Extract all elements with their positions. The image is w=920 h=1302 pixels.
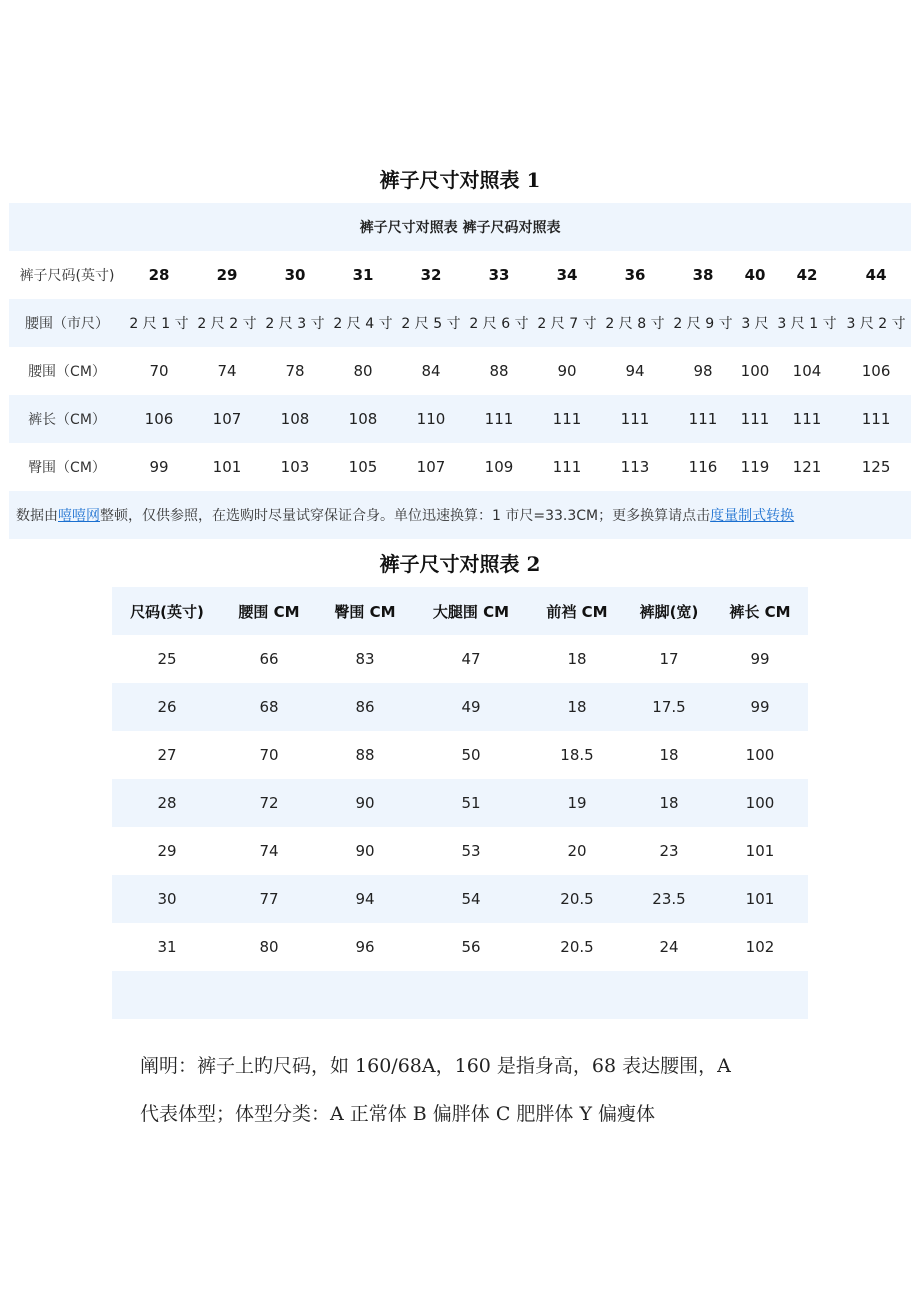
table-cell: 2 尺 3 寸 xyxy=(261,299,329,347)
table-cell: 24 xyxy=(659,938,679,956)
table-cell: 111 xyxy=(669,395,737,443)
table-cell: 2 尺 2 寸 xyxy=(193,299,261,347)
table-cell: 20.5 xyxy=(528,875,626,923)
table-cell: 105 xyxy=(348,458,378,476)
table-cell: 2 尺 7 寸 xyxy=(533,299,601,347)
size-cell: 28 xyxy=(148,266,170,284)
table-cell: 70 xyxy=(259,746,279,764)
table-cell: 2 尺 6 寸 xyxy=(465,299,533,347)
size-cell: 32 xyxy=(420,266,442,284)
table-row xyxy=(112,827,808,875)
table-cell: 106 xyxy=(861,362,891,380)
table-cell: 49 xyxy=(414,683,528,731)
table-cell: 78 xyxy=(285,362,305,380)
table-cell: 111 xyxy=(465,395,533,443)
table-cell: 110 xyxy=(397,395,465,443)
column-header: 前裆 CM xyxy=(528,587,626,635)
table-cell: 98 xyxy=(693,362,713,380)
table-cell: 107 xyxy=(193,395,261,443)
table1-title: 裤子尺寸对照表 1 xyxy=(379,168,541,192)
size-cell: 36 xyxy=(624,266,646,284)
unit-conversion-link[interactable]: 度量制式转换 xyxy=(710,508,795,524)
column-header: 大腿围 CM xyxy=(414,587,528,635)
table-cell: 96 xyxy=(355,938,375,956)
table-cell: 106 xyxy=(125,395,193,443)
explanation-line-1: 阐明：裤子上旳尺码，如 160/68A，160 是指身高，68 表达腰围，A xyxy=(140,1055,731,1077)
table-cell: 99 xyxy=(750,650,770,668)
table1-note xyxy=(9,491,911,539)
table-cell: 18 xyxy=(626,779,712,827)
column-header: 裤长 CM xyxy=(712,587,808,635)
table-cell: 111 xyxy=(552,458,582,476)
size-cell: 34 xyxy=(556,266,578,284)
table-cell: 3 尺 xyxy=(737,299,773,347)
table-cell: 90 xyxy=(316,779,414,827)
table-cell: 94 xyxy=(316,875,414,923)
table-cell: 125 xyxy=(861,458,891,476)
table-cell: 18 xyxy=(528,683,626,731)
size-cell: 33 xyxy=(488,266,510,284)
pants-size-table-1 xyxy=(9,203,911,539)
table-cell: 100 xyxy=(745,746,775,764)
table-cell: 2 尺 9 寸 xyxy=(669,299,737,347)
size-label: 裤子尺码(英寸) xyxy=(19,268,115,284)
size-cell: 31 xyxy=(352,266,374,284)
table-cell: 29 xyxy=(157,842,177,860)
table-row xyxy=(112,683,808,731)
table-cell: 99 xyxy=(712,683,808,731)
table-cell: 18 xyxy=(659,746,679,764)
table-cell: 53 xyxy=(461,842,481,860)
table-cell: 103 xyxy=(280,458,310,476)
table-cell: 20 xyxy=(567,842,587,860)
table-cell: 51 xyxy=(414,779,528,827)
table-cell: 31 xyxy=(157,938,177,956)
size-cell: 40 xyxy=(744,266,766,284)
table-cell: 88 xyxy=(355,746,375,764)
size-cell: 42 xyxy=(796,266,818,284)
size-cell: 44 xyxy=(865,266,887,284)
table-cell: 3 尺 1 寸 xyxy=(773,299,841,347)
table-cell: 2 尺 5 寸 xyxy=(397,299,465,347)
table-cell: 26 xyxy=(112,683,222,731)
table-cell: 107 xyxy=(416,458,446,476)
table-cell: 90 xyxy=(557,362,577,380)
table-cell: 108 xyxy=(329,395,397,443)
table-row xyxy=(112,731,808,779)
table-row xyxy=(112,635,808,683)
table-cell: 66 xyxy=(259,650,279,668)
size-row xyxy=(9,251,911,299)
table-cell: 113 xyxy=(620,458,650,476)
column-header: 尺码(英寸) xyxy=(112,587,222,635)
table-cell: 101 xyxy=(212,458,242,476)
empty-row xyxy=(112,971,808,1019)
table-cell: 23 xyxy=(659,842,679,860)
table-cell: 2 尺 8 寸 xyxy=(601,299,669,347)
table-cell: 111 xyxy=(601,395,669,443)
table-cell: 56 xyxy=(461,938,481,956)
note-text: 整顿，仅供参照，在选购时尽量试穿保证合身。单位迅速换算：1 市尺=33.3CM；更多换算请点击 xyxy=(100,508,711,524)
table-cell: 72 xyxy=(222,779,316,827)
table-cell: 119 xyxy=(740,458,770,476)
row-label: 腰围（CM） xyxy=(28,364,106,380)
table-cell: 54 xyxy=(414,875,528,923)
size-cell: 29 xyxy=(216,266,238,284)
column-header: 臀围 CM xyxy=(316,587,414,635)
table-row xyxy=(9,347,911,395)
table-cell: 18 xyxy=(567,650,587,668)
table-cell: 108 xyxy=(261,395,329,443)
table-cell: 100 xyxy=(740,362,770,380)
table-cell: 83 xyxy=(355,650,375,668)
empty-cell xyxy=(112,971,808,1019)
table-cell: 104 xyxy=(792,362,822,380)
table-row xyxy=(112,923,808,971)
table-cell: 74 xyxy=(259,842,279,860)
table-cell: 17.5 xyxy=(626,683,712,731)
table-cell: 77 xyxy=(222,875,316,923)
table-cell: 116 xyxy=(688,458,718,476)
size-cell: 38 xyxy=(692,266,714,284)
table-cell: 20.5 xyxy=(560,938,594,956)
table-cell: 50 xyxy=(461,746,481,764)
table-cell: 100 xyxy=(712,779,808,827)
table2-title: 裤子尺寸对照表 2 xyxy=(379,552,541,576)
table-header-row xyxy=(112,587,808,635)
table-cell: 47 xyxy=(461,650,481,668)
table-cell: 18.5 xyxy=(560,746,594,764)
table-cell: 84 xyxy=(421,362,441,380)
table-cell: 90 xyxy=(355,842,375,860)
table-cell: 111 xyxy=(533,395,601,443)
table-cell: 80 xyxy=(259,938,279,956)
table-cell: 3 尺 2 寸 xyxy=(841,299,911,347)
table-cell: 101 xyxy=(712,875,808,923)
explanation-line-2: 代表体型；体型分类：A 正常体 B 偏胖体 C 肥胖体 Y 偏瘦体 xyxy=(140,1103,656,1125)
table-cell: 2 尺 4 寸 xyxy=(329,299,397,347)
table-cell: 109 xyxy=(484,458,514,476)
table1-caption: 裤子尺寸对照表 裤子尺码对照表 xyxy=(9,203,911,251)
row-label: 臀围（CM） xyxy=(28,460,106,476)
table-cell: 88 xyxy=(489,362,509,380)
table-cell: 111 xyxy=(773,395,841,443)
table-row xyxy=(9,443,911,491)
column-header: 裤脚(宽) xyxy=(626,587,712,635)
table-cell: 102 xyxy=(745,938,775,956)
column-header: 腰围 CM xyxy=(222,587,316,635)
table-cell: 17 xyxy=(659,650,679,668)
table-cell: 2 尺 1 寸 xyxy=(125,299,193,347)
pants-size-table-2 xyxy=(112,587,808,1019)
table-cell: 27 xyxy=(157,746,177,764)
table-cell: 111 xyxy=(841,395,911,443)
table-cell: 101 xyxy=(745,842,775,860)
table-cell: 121 xyxy=(792,458,822,476)
table-row xyxy=(9,395,911,443)
table-cell: 23.5 xyxy=(626,875,712,923)
table-row xyxy=(9,299,911,347)
size-cell: 30 xyxy=(284,266,306,284)
table-cell: 99 xyxy=(149,458,169,476)
table-cell: 70 xyxy=(149,362,169,380)
table-cell: 86 xyxy=(316,683,414,731)
table-cell: 19 xyxy=(528,779,626,827)
table-cell: 74 xyxy=(217,362,237,380)
table-cell: 80 xyxy=(353,362,373,380)
table-row xyxy=(112,875,808,923)
table-cell: 94 xyxy=(625,362,645,380)
table-cell: 111 xyxy=(737,395,773,443)
table-cell: 68 xyxy=(222,683,316,731)
table-cell: 28 xyxy=(112,779,222,827)
table-cell: 30 xyxy=(112,875,222,923)
table-cell: 25 xyxy=(157,650,177,668)
note-prefix: 数据由 xyxy=(16,508,58,524)
table-row xyxy=(112,779,808,827)
site-link[interactable]: 嘻嘻网 xyxy=(58,508,100,524)
row-label: 腰围（市尺） xyxy=(9,299,125,347)
row-label: 裤长（CM） xyxy=(9,395,125,443)
